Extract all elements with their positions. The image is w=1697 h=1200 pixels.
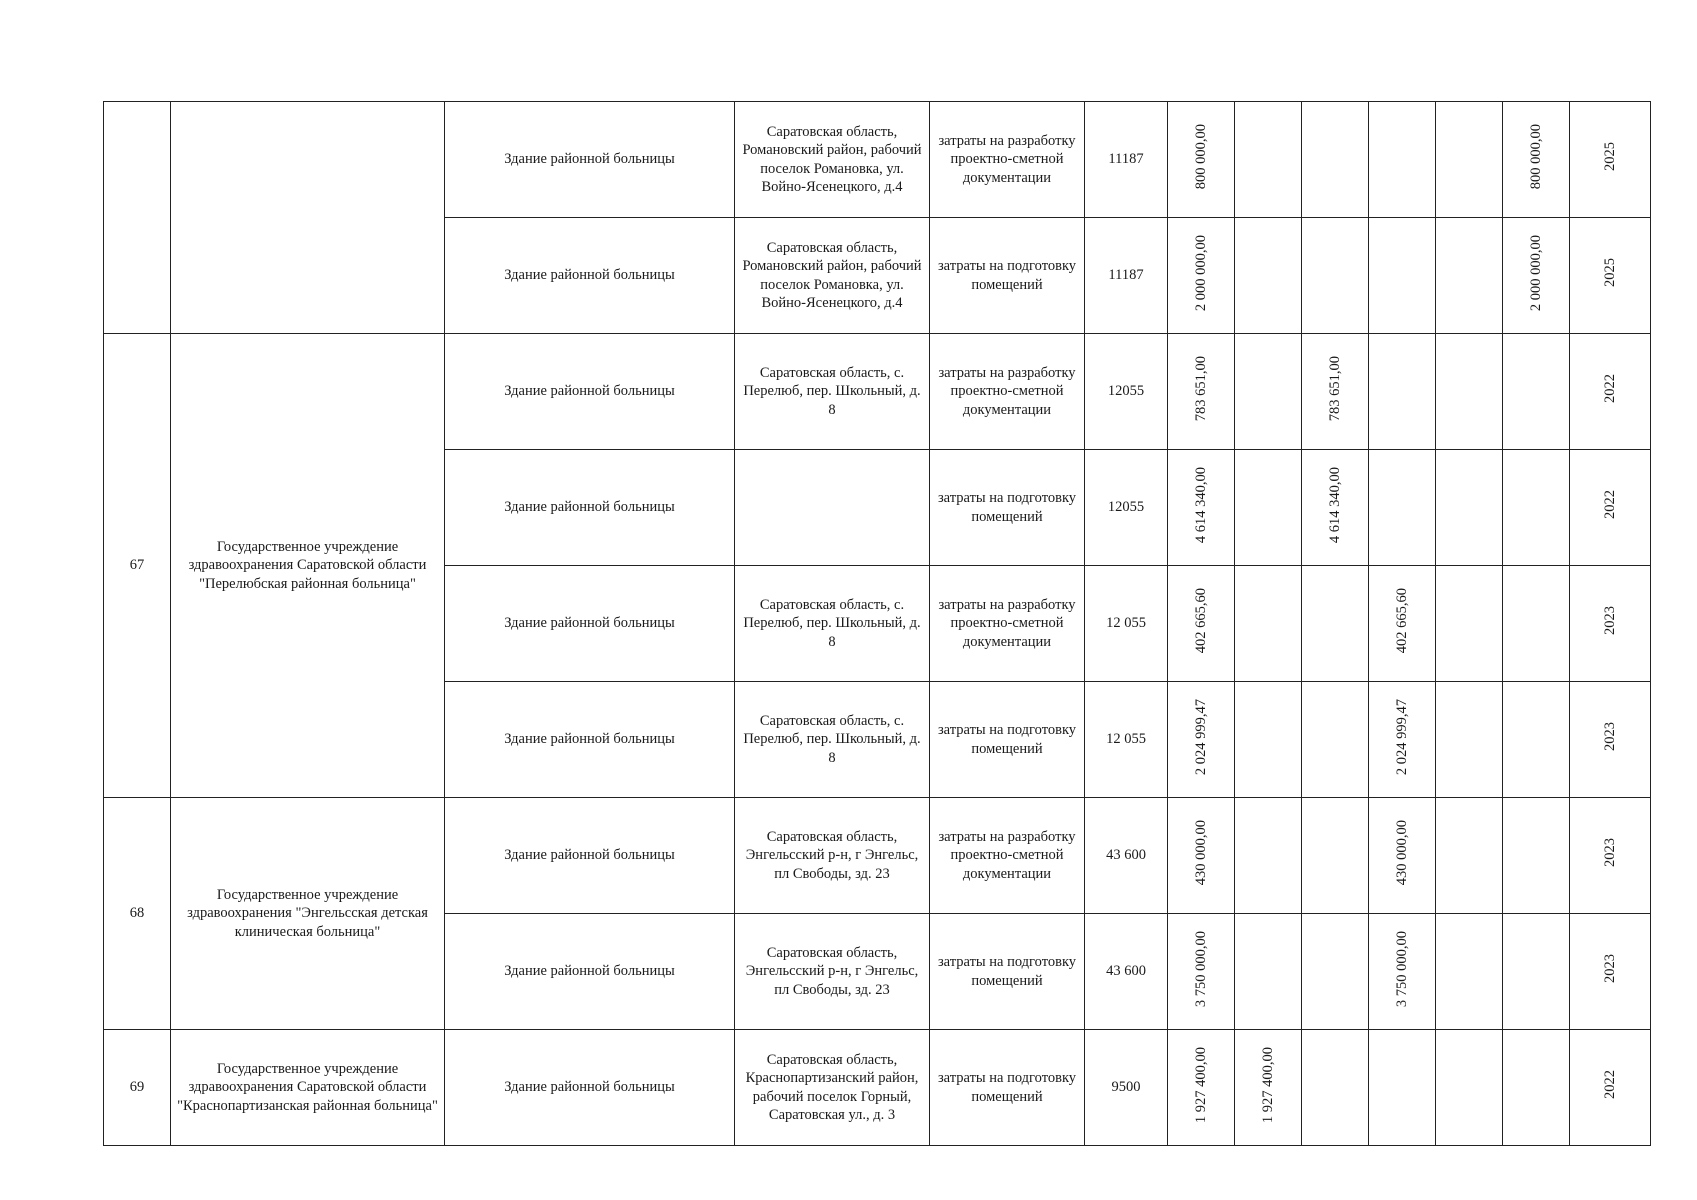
amount-col-3: 430 000,00	[1369, 798, 1436, 914]
object-address: Саратовская область, с. Перелюб, пер. Школьный, д. 8	[735, 682, 930, 798]
object-name: Здание районной больницы	[445, 102, 735, 218]
table-row	[104, 102, 1651, 218]
object-area: 43 600	[1085, 914, 1168, 1030]
amount-col-1	[1235, 798, 1302, 914]
amount-col-4	[1436, 1030, 1503, 1146]
amount-col-2: 4 614 340,00	[1302, 450, 1369, 566]
amount-col-3	[1369, 1030, 1436, 1146]
amount-col-2	[1302, 682, 1369, 798]
object-name: Здание районной больницы	[445, 1030, 735, 1146]
completion-year: 2023	[1570, 566, 1651, 682]
expense-purpose: затраты на подготовку помещений	[930, 450, 1085, 566]
amount-total: 430 000,00	[1168, 798, 1235, 914]
completion-year: 2023	[1570, 798, 1651, 914]
amount-col-1	[1235, 450, 1302, 566]
amount-col-5: 800 000,00	[1503, 102, 1570, 218]
object-area: 12 055	[1085, 566, 1168, 682]
object-name: Здание районной больницы	[445, 450, 735, 566]
object-name: Здание районной больницы	[445, 218, 735, 334]
object-name: Здание районной больницы	[445, 334, 735, 450]
object-area: 11187	[1085, 218, 1168, 334]
object-address: Саратовская область, с. Перелюб, пер. Школьный, д. 8	[735, 334, 930, 450]
table-row	[104, 334, 1651, 450]
amount-col-5	[1503, 566, 1570, 682]
expense-purpose: затраты на разработку проектно-сметной документации	[930, 334, 1085, 450]
object-name: Здание районной больницы	[445, 914, 735, 1030]
amount-total: 2 024 999,47	[1168, 682, 1235, 798]
expense-purpose: затраты на подготовку помещений	[930, 1030, 1085, 1146]
object-area: 12055	[1085, 450, 1168, 566]
amount-col-4	[1436, 682, 1503, 798]
completion-year: 2022	[1570, 450, 1651, 566]
amount-col-1	[1235, 334, 1302, 450]
row-number: 69	[104, 1030, 171, 1146]
amount-col-1	[1235, 102, 1302, 218]
amount-col-5	[1503, 798, 1570, 914]
amount-col-3	[1369, 102, 1436, 218]
amount-total: 1 927 400,00	[1168, 1030, 1235, 1146]
amount-col-3	[1369, 450, 1436, 566]
amount-total: 3 750 000,00	[1168, 914, 1235, 1030]
expense-purpose: затраты на разработку проектно-сметной документации	[930, 566, 1085, 682]
object-address: Саратовская область, Романовский район, рабочий поселок Романовка, ул. Войно-Ясенецкого, д.4	[735, 102, 930, 218]
completion-year: 2025	[1570, 218, 1651, 334]
object-address	[735, 450, 930, 566]
amount-col-1: 1 927 400,00	[1235, 1030, 1302, 1146]
amount-total: 4 614 340,00	[1168, 450, 1235, 566]
expense-purpose: затраты на подготовку помещений	[930, 218, 1085, 334]
amount-col-5	[1503, 914, 1570, 1030]
amount-col-4	[1436, 566, 1503, 682]
expense-purpose: затраты на подготовку помещений	[930, 682, 1085, 798]
amount-col-5	[1503, 1030, 1570, 1146]
amount-col-2	[1302, 218, 1369, 334]
table-row	[104, 1030, 1651, 1146]
amount-col-5: 2 000 000,00	[1503, 218, 1570, 334]
object-address: Саратовская область, с. Перелюб, пер. Школьный, д. 8	[735, 566, 930, 682]
amount-col-5	[1503, 450, 1570, 566]
amount-col-2	[1302, 798, 1369, 914]
amount-col-3: 3 750 000,00	[1369, 914, 1436, 1030]
table-row	[104, 798, 1651, 914]
amount-col-2	[1302, 1030, 1369, 1146]
amount-total: 2 000 000,00	[1168, 218, 1235, 334]
amount-col-1	[1235, 566, 1302, 682]
amount-total: 800 000,00	[1168, 102, 1235, 218]
amount-col-5	[1503, 334, 1570, 450]
amount-col-2	[1302, 566, 1369, 682]
amount-col-4	[1436, 798, 1503, 914]
organization-name: Государственное учреждение здравоохранения Саратовской области "Перелюбская районная больница"	[171, 334, 445, 798]
object-address: Саратовская область, Энгельсский р-н, г Энгельс, пл Свободы, зд. 23	[735, 914, 930, 1030]
object-area: 43 600	[1085, 798, 1168, 914]
amount-col-3	[1369, 218, 1436, 334]
object-area: 12 055	[1085, 682, 1168, 798]
amount-col-4	[1436, 914, 1503, 1030]
amount-col-4	[1436, 450, 1503, 566]
expense-purpose: затраты на разработку проектно-сметной документации	[930, 798, 1085, 914]
expense-purpose: затраты на разработку проектно-сметной документации	[930, 102, 1085, 218]
amount-col-2	[1302, 102, 1369, 218]
object-name: Здание районной больницы	[445, 682, 735, 798]
amount-col-2: 783 651,00	[1302, 334, 1369, 450]
organization-name: Государственное учреждение здравоохранения Саратовской области "Краснопартизанская районная больница"	[171, 1030, 445, 1146]
object-name: Здание районной больницы	[445, 798, 735, 914]
object-name: Здание районной больницы	[445, 566, 735, 682]
amount-col-4	[1436, 102, 1503, 218]
funding-table	[103, 101, 1651, 1146]
completion-year: 2022	[1570, 1030, 1651, 1146]
row-number: 67	[104, 334, 171, 798]
row-number: 68	[104, 798, 171, 1030]
amount-col-1	[1235, 914, 1302, 1030]
object-area: 12055	[1085, 334, 1168, 450]
amount-total: 783 651,00	[1168, 334, 1235, 450]
amount-col-1	[1235, 218, 1302, 334]
completion-year: 2025	[1570, 102, 1651, 218]
object-address: Саратовская область, Энгельсский р-н, г Энгельс, пл Свободы, зд. 23	[735, 798, 930, 914]
object-area: 9500	[1085, 1030, 1168, 1146]
amount-col-4	[1436, 218, 1503, 334]
organization-name: Государственное учреждение здравоохранения "Энгельсская детская клиническая больница"	[171, 798, 445, 1030]
expense-purpose: затраты на подготовку помещений	[930, 914, 1085, 1030]
amount-col-1	[1235, 682, 1302, 798]
object-address: Саратовская область, Романовский район, рабочий поселок Романовка, ул. Войно-Ясенецкого, д.4	[735, 218, 930, 334]
amount-col-4	[1436, 334, 1503, 450]
completion-year: 2023	[1570, 914, 1651, 1030]
amount-col-3	[1369, 334, 1436, 450]
amount-col-3: 2 024 999,47	[1369, 682, 1436, 798]
amount-col-5	[1503, 682, 1570, 798]
object-address: Саратовская область, Краснопартизанский район, рабочий поселок Горный, Саратовская ул., д. 3	[735, 1030, 930, 1146]
completion-year: 2023	[1570, 682, 1651, 798]
completion-year: 2022	[1570, 334, 1651, 450]
amount-col-3: 402 665,60	[1369, 566, 1436, 682]
row-number	[104, 102, 171, 334]
organization-name	[171, 102, 445, 334]
object-area: 11187	[1085, 102, 1168, 218]
amount-col-2	[1302, 914, 1369, 1030]
amount-total: 402 665,60	[1168, 566, 1235, 682]
